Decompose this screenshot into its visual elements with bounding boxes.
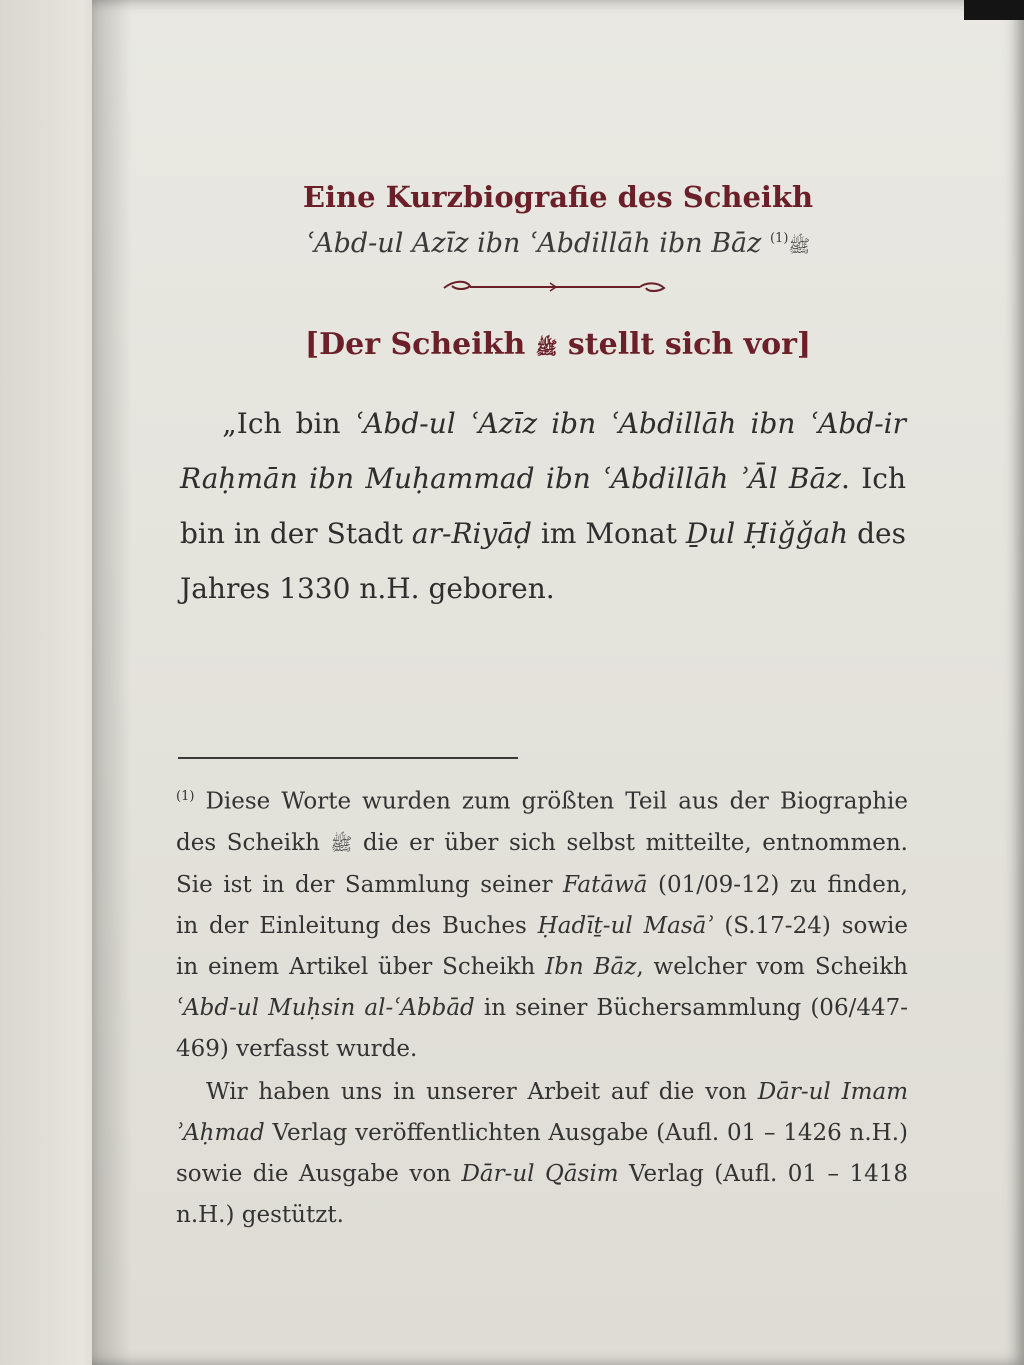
- section-heading-end: stellt sich vor]: [567, 327, 812, 362]
- footnote-text-4: (S.17-24) sowie in einem Artikel über Scheikh: [176, 912, 908, 980]
- honorific-glyph: ﷺ: [535, 338, 558, 359]
- body-text-3: im Monat: [531, 517, 686, 550]
- honorific-glyph: ﷺ: [330, 833, 353, 855]
- section-heading: [92, 327, 1024, 363]
- footnote-reference: (1): [769, 231, 789, 246]
- footnote: [176, 776, 908, 1236]
- background-corner: [964, 0, 1024, 20]
- footnote-text-3: (01/09-12) zu finden, in der Einleitung des Buches: [176, 871, 908, 939]
- footnote-text-7: Wir haben uns in unserer Arbeit auf die von: [206, 1078, 758, 1105]
- chapter-subtitle: [92, 228, 1024, 261]
- footnote-paragraph-2: [176, 1072, 908, 1236]
- body-paragraph: [180, 396, 906, 616]
- month-name: Ḏul Ḥiǧǧah: [685, 517, 849, 550]
- publisher-1: Dār-ul Imam ʾAḥmad: [176, 1078, 908, 1146]
- chapter-title: [92, 180, 1024, 214]
- ornament-divider-icon: [440, 278, 670, 298]
- footnote-text-1: Diese Worte wurden zum größten Teil aus der Biographie des Scheikh: [176, 788, 908, 856]
- footnote-text-8: Verlag veröffentlichten Ausgabe (Aufl. 01 – 1426 n.H.) sowie die Ausgabe von: [176, 1119, 908, 1187]
- publisher-2: Dār-ul Qāsim: [461, 1160, 619, 1187]
- scholar-name: ʿAbd-ul Azīz ibn ʿAbdillāh ibn Bāz: [305, 228, 762, 259]
- footnote-text-2: die er über sich selbst mitteilte, entnommen. Sie ist in der Sammlung seiner: [176, 829, 908, 898]
- fatawa-title: Fatāwā: [563, 871, 648, 898]
- footnote-text-9: Verlag (Aufl. 01 – 1418 n.H.) gestützt.: [176, 1160, 908, 1228]
- footnote-divider: [178, 757, 518, 759]
- section-heading-start: [Der Scheikh: [304, 327, 526, 362]
- body-text-4: des Jahres 1330 n.H. geboren.: [180, 517, 906, 605]
- body-text-2: . Ich bin in der Stadt: [180, 462, 906, 550]
- honorific-glyph: ﷺ: [788, 236, 811, 257]
- muhsin-name: ʿAbd-ul Muḥsin al-ʿAbbād: [176, 994, 475, 1021]
- chapter-title-text: Eine Kurzbiografie des Scheikh: [302, 180, 814, 214]
- footnote-text-6: in seiner Büchersammlung (06/447-469) verfasst wurde.: [176, 994, 908, 1062]
- footnote-text-5: , welcher vom Scheikh: [636, 953, 908, 980]
- footnote-marker: (1): [176, 789, 195, 804]
- footnote-paragraph-1: [176, 776, 908, 1070]
- body-text-1: „Ich bin: [222, 407, 355, 440]
- book-title: Ḥadīṯ-ul Masāʾ: [537, 912, 714, 939]
- ibn-baz-name: Ibn Bāz: [545, 953, 637, 980]
- full-name: ʿAbd-ul ʿAzīz ibn ʿAbdillāh ibn ʿAbd-ir Raḥmān ibn Muḥammad ibn ʿAbdillāh ʾĀl Bāz: [180, 407, 907, 495]
- city-name: ar-Riyāḍ: [411, 517, 532, 550]
